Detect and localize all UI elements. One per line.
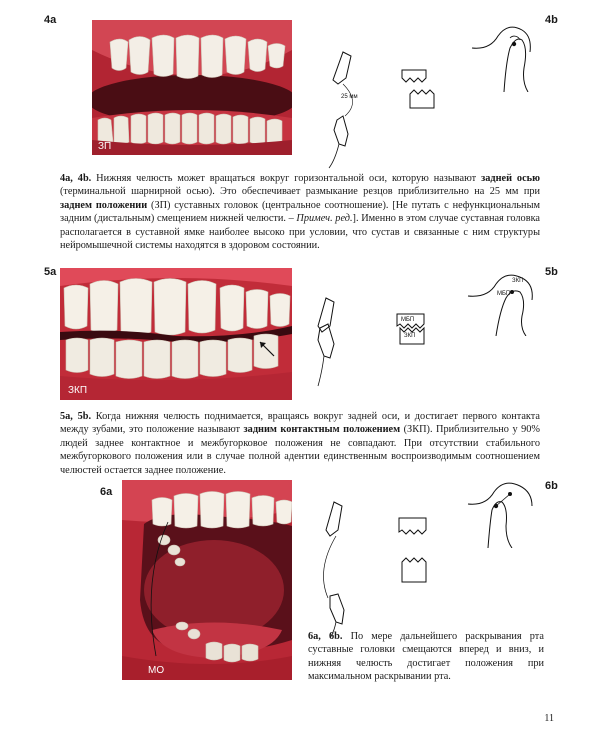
molar-blocks-diagram-6 (396, 516, 432, 588)
condyle-label-lower-5b: МБП (497, 291, 511, 297)
molar-label-upper: МБП (401, 317, 415, 323)
caption-5-text-1: Когда нижняя челюсть поднимается, вращаясь вокруг задней оси, и достигает первого контакта между зубами, это положение называют (60, 411, 540, 436)
condyle-diagram-4b (470, 22, 540, 92)
figure-label-5b: 5b (545, 266, 558, 278)
caption-5-term-contact-position: задним контактным положением (243, 424, 401, 436)
figure-label-6a: 6a (100, 486, 113, 498)
incisor-opening-diagram-4 (315, 50, 375, 170)
caption-4-editor-note: Примеч. ред. (296, 213, 353, 225)
incisor-max-opening-diagram-6 (310, 500, 366, 640)
photo-caption-6a: МО (148, 665, 165, 676)
molar-blocks-diagram-5 (394, 312, 430, 348)
caption-4-term-posterior-axis: задней осью (481, 173, 540, 184)
caption-4-text-4: ]. Именно в этом случае суставная головка располагается в суставной ямке наиболее высоко при условии, что сустав и связанные с ним структуры нейромышечной системы находятся в здоровом состоянии. (60, 213, 540, 252)
caption-paragraph-6 (308, 630, 544, 684)
caption-6-lead: 6a, 6b. (308, 631, 343, 642)
molar-label-lower: ЗКП (404, 333, 416, 339)
figure-label-6b: 6b (545, 480, 558, 492)
photo-caption-5a: ЗКП (68, 385, 88, 396)
condyle-diagram-5b (466, 272, 542, 336)
measurement-label-25mm: 25 мм (341, 94, 358, 100)
caption-paragraph-5 (60, 410, 540, 477)
photo-6a-max-opening (122, 480, 292, 680)
figure-label-5a: 5a (44, 266, 57, 278)
figure-label-4a: 4a (44, 14, 57, 26)
condyle-diagram-6b (466, 476, 542, 548)
incisor-contact-diagram-5 (308, 296, 350, 388)
caption-4-text-2: (терминальной шарнирной осью). Это обеспечивает размыкание резцов приблизительно на 25 мм при (60, 186, 540, 198)
photo-4a-incisors-open (92, 20, 292, 155)
photo-caption-4a: ЗП (98, 141, 112, 152)
caption-5-lead: 5a, 5b. (60, 411, 92, 422)
caption-4-lead: 4a, 4b. (60, 173, 92, 184)
caption-4-term-posterior-position: заднем положении (60, 199, 148, 211)
caption-4-text-1: Нижняя челюсть может вращаться вокруг горизонтальной оси, которую называют (91, 173, 482, 184)
figure-label-4b: 4b (545, 14, 558, 26)
caption-paragraph-4 (60, 172, 540, 252)
molar-blocks-diagram-4 (398, 68, 438, 113)
caption-6-text-1: По мере дальнейшего раскрывания рта суставные головки смещаются вперед и вниз, и нижняя челюсть достигает положения при максимальном раскрывании рта. (308, 631, 544, 683)
page-number: 11 (544, 713, 554, 724)
condyle-label-upper-5b: ЗКП (512, 278, 524, 284)
caption-5-text-2: (ЗКП). Приблизительно у 90% людей заднее контактное и межбугорковое положения не совпадают. При отсутствии стабильного межбугоркового положения или в случае полной адентии единственным воспроизводимым соотношением челюстей остается заднее положение. (60, 424, 540, 476)
caption-4-text-3: (ЗП) суставных головок (центральное соотношение). [Не путать с нефункциональным задним (дистальным) смещением нижней челюсти. – (60, 199, 540, 225)
photo-5a-teeth-contact (60, 268, 292, 400)
